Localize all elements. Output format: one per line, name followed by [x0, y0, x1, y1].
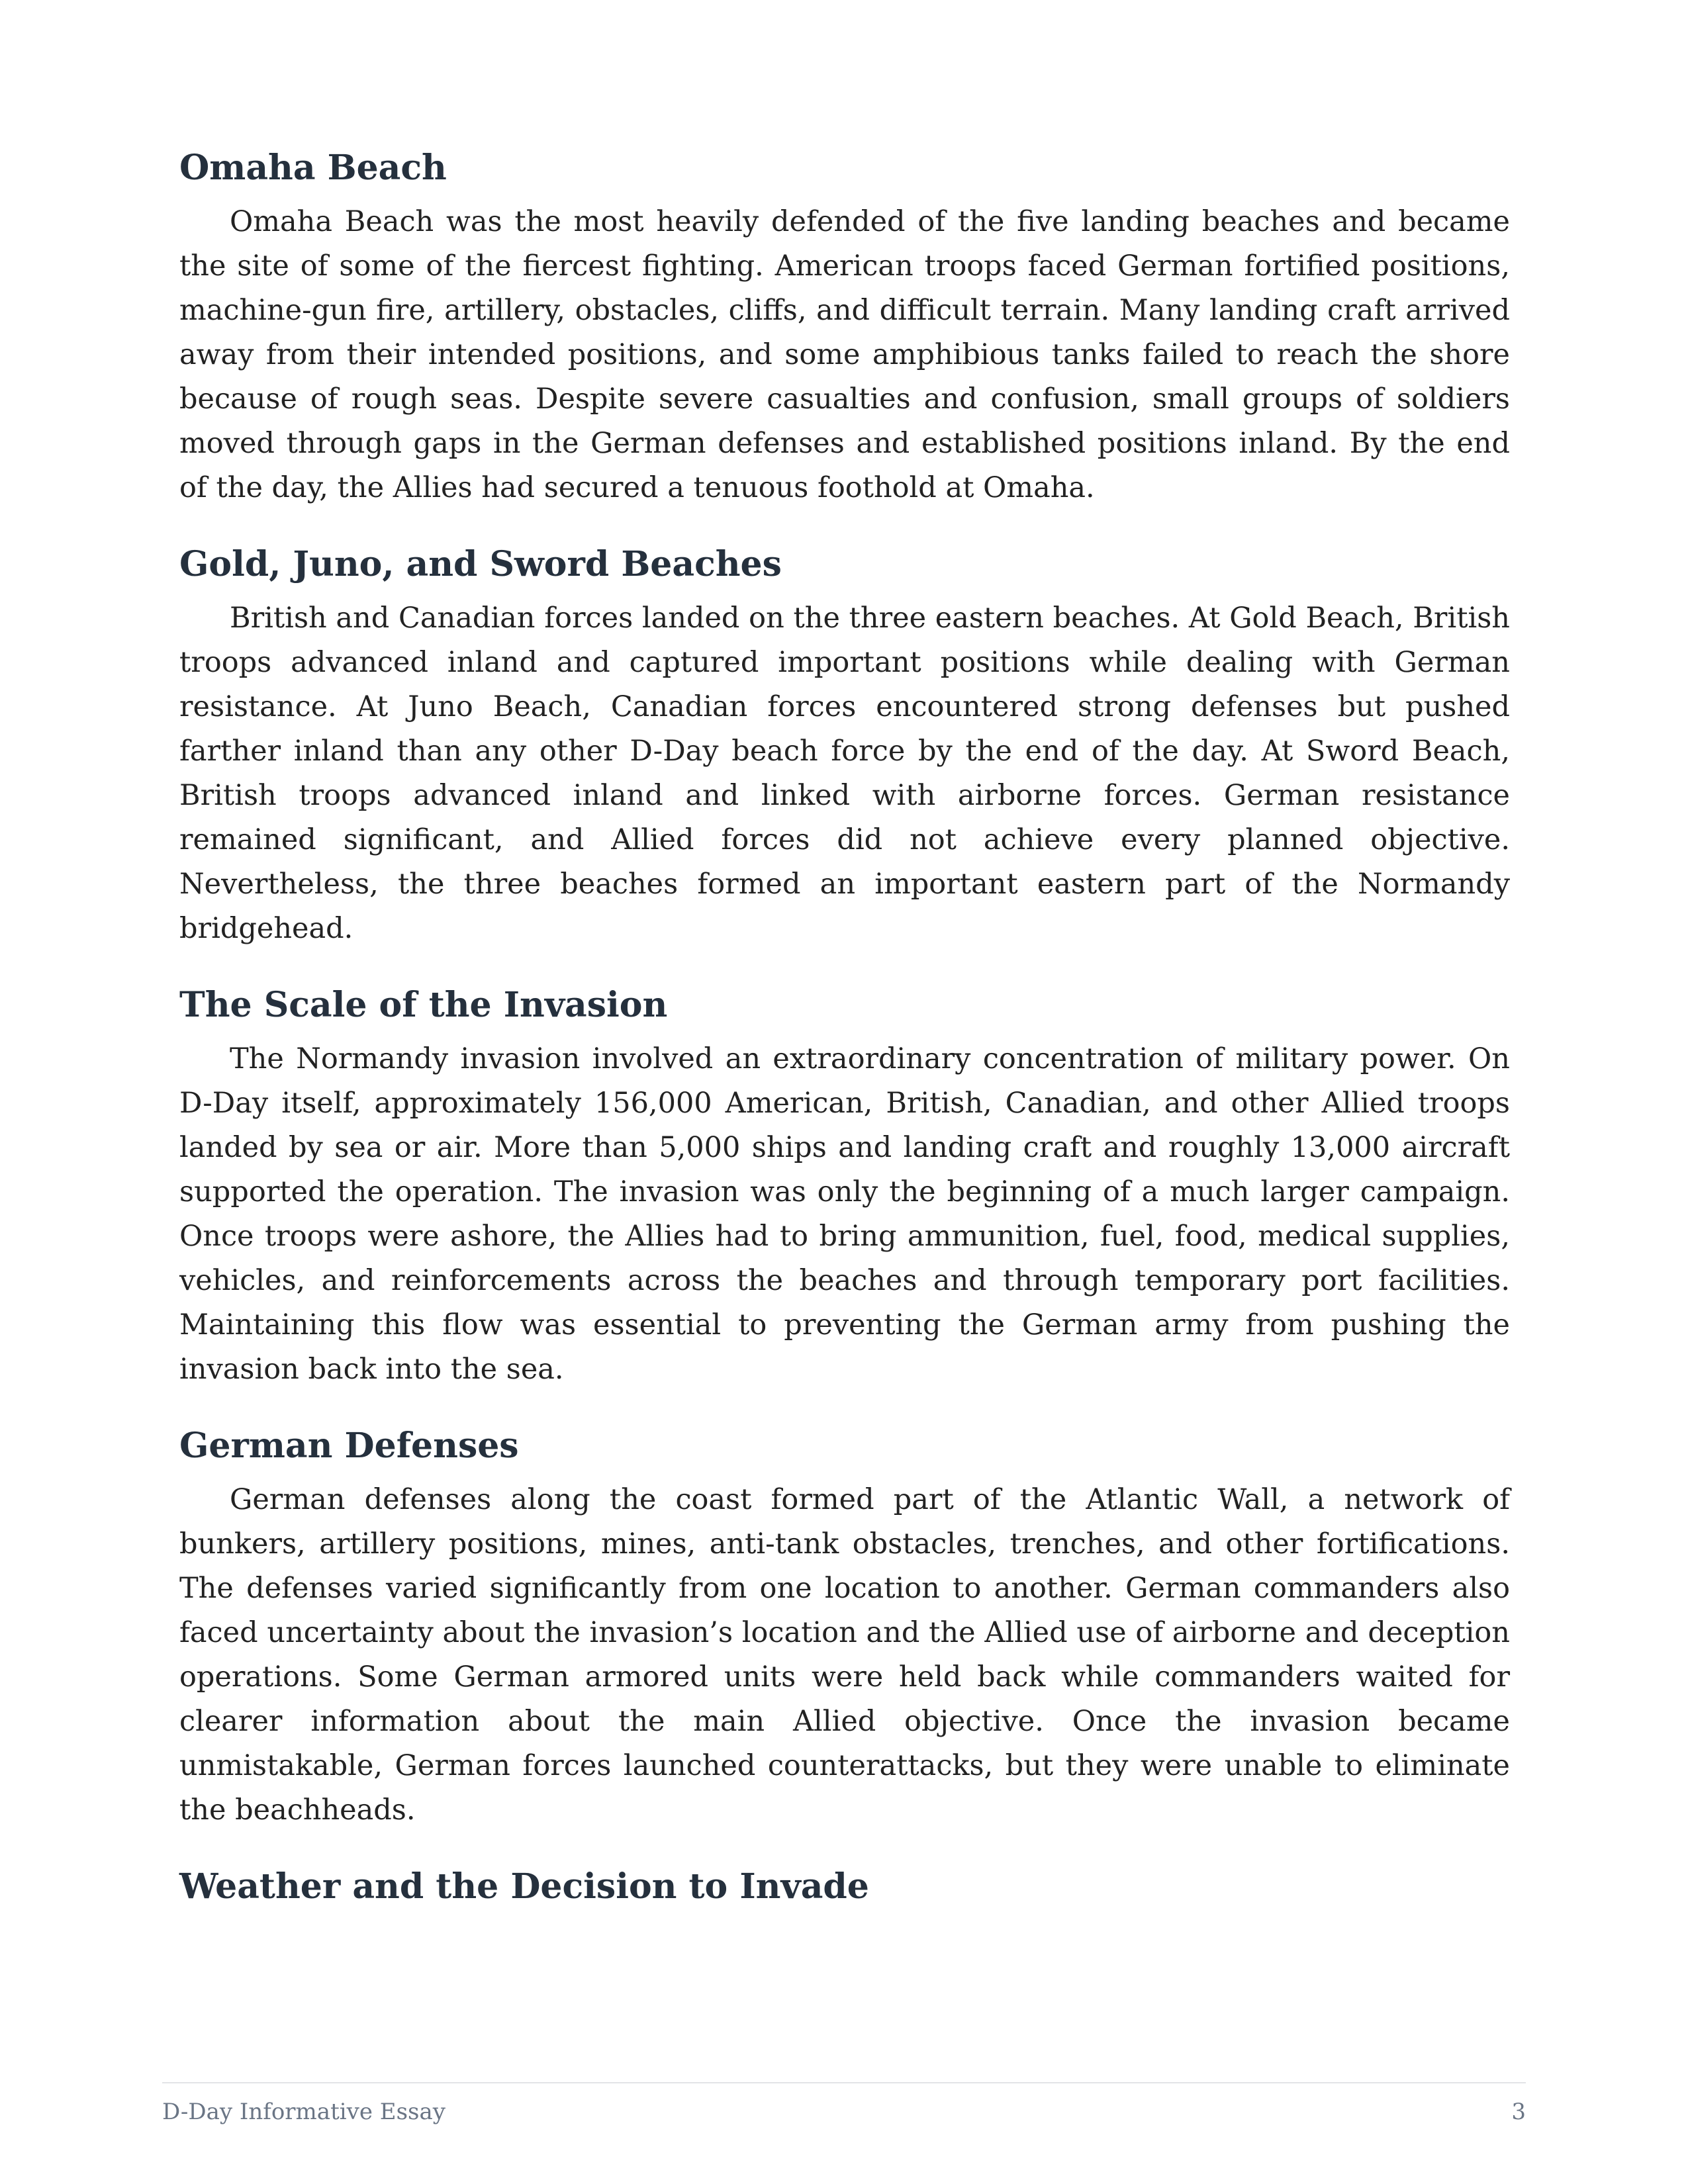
- footer-divider: [162, 2082, 1526, 2083]
- section-paragraph-scale-of-invasion: The Normandy invasion involved an extraordinary concentration of military power. On D-Day itself, approximately 156,000 American, British, Canadian, and other Allied troops landed by sea or air. More than 5,000 ships and landing craft and roughly 13,000 aircraft supported the operation. The invasion was only the beginning of a much larger campaign. Once troops were ashore, the Allies had to bring ammunition, fuel, food, medical supplies, vehicles, and reinforcements across the beaches and through temporary port facilities. Maintaining this flow was essential to preventing the German army from pushing the invasion back into the sea.: [179, 1042, 1510, 1386]
- section-heading-german-defenses: German Defenses: [179, 1426, 519, 1466]
- footer-document-title: D-Day Informative Essay: [162, 2099, 445, 2125]
- section-heading-gold-juno-sword: Gold, Juno, and Sword Beaches: [179, 544, 782, 584]
- section-paragraph-omaha-beach: Omaha Beach was the most heavily defended of the five landing beaches and became the site of some of the fiercest fighting. American troops faced German fortified positions, machine-gun fire, artillery, obstacles, cliffs, and difficult terrain. Many landing craft arrived away from their intended positions, and some amphibious tanks failed to reach the shore because of rough seas. Despite severe casualties and confusion, small groups of soldiers moved through gaps in the German defenses and established positions inland. By the end of the day, the Allies had secured a tenuous foothold at Omaha.: [179, 205, 1510, 504]
- section-paragraph-german-defenses: German defenses along the coast formed part of the Atlantic Wall, a network of bunkers, artillery positions, mines, anti-tank obstacles, trenches, and other fortifications. The defenses varied significantly from one location to another. German commanders also faced uncertainty about the invasion’s location and the Allied use of airborne and deception operations. Some German armored units were held back while commanders waited for clearer information about the main Allied objective. Once the invasion became unmistakable, German forces launched counterattacks, but they were unable to eliminate the beachheads.: [179, 1483, 1510, 1827]
- footer-page-number: 3: [1511, 2099, 1526, 2125]
- section-paragraph-gold-juno-sword: British and Canadian forces landed on the three eastern beaches. At Gold Beach, British troops advanced inland and captured important positions while dealing with German resistance. At Juno Beach, Canadian forces encountered strong defenses but pushed farther inland than any other D-Day beach force by the end of the day. At Sword Beach, British troops advanced inland and linked with airborne forces. German resistance remained significant, and Allied forces did not achieve every planned objective. Nevertheless, the three beaches formed an important eastern part of the Normandy bridgehead.: [179, 602, 1510, 945]
- section-heading-weather-decision: Weather and the Decision to Invade: [179, 1866, 869, 1907]
- document-body: [179, 144, 1510, 1919]
- section-heading-scale-of-invasion: The Scale of the Invasion: [179, 985, 668, 1025]
- section-heading-omaha-beach: Omaha Beach: [179, 148, 447, 188]
